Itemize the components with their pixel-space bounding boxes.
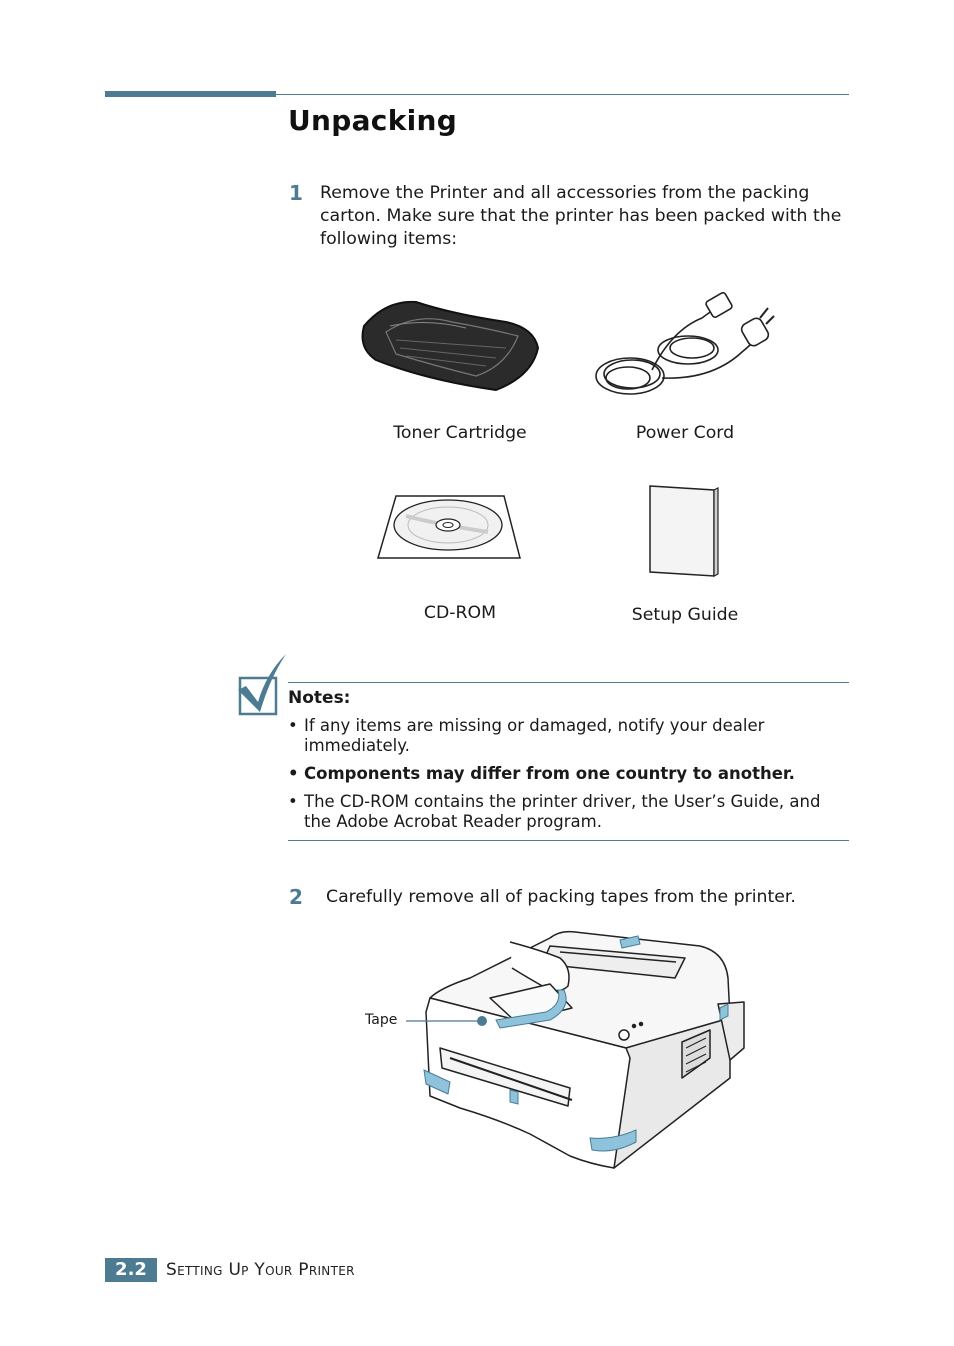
setup-guide-icon: [646, 484, 720, 580]
item-label-cd-rom: CD-ROM: [423, 603, 497, 623]
checkmark-icon: [236, 652, 288, 716]
note-text: The CD-ROM contains the printer driver, the User’s Guide, and the Adobe Acrobat Reader program.: [304, 792, 821, 831]
notes-title: Notes:: [288, 688, 351, 708]
note-item: • If any items are missing or damaged, notify your dealer immediately.: [288, 716, 848, 756]
item-label-toner-cartridge: Toner Cartridge: [393, 423, 527, 443]
toner-cartridge-icon: [356, 296, 542, 396]
step-1-number: 1: [289, 181, 303, 205]
footer-section-title: Setting Up Your Printer: [166, 1260, 355, 1280]
footer-page-number: 2.2: [105, 1258, 157, 1282]
cd-rom-icon: [376, 494, 522, 562]
note-text: Components may differ from one country to another.: [304, 764, 795, 783]
notes-rule-top: [288, 682, 849, 683]
step-1-text: Remove the Printer and all accessories from the packing carton. Make sure that the printer has been packed with the following items:: [320, 183, 842, 249]
note-item: • Components may differ from one country to another.: [288, 764, 848, 784]
header-rule-thick: [105, 91, 276, 97]
header-rule-thin: [276, 94, 849, 95]
note-item: • The CD-ROM contains the printer driver, the User’s Guide, and the Adobe Acrobat Reader program.: [288, 792, 848, 832]
notes-rule-bottom: [288, 840, 849, 841]
step-2-text: Carefully remove all of packing tapes from the printer.: [326, 887, 796, 907]
power-cord-icon: [592, 290, 776, 402]
item-label-setup-guide: Setup Guide: [631, 605, 739, 625]
note-text: If any items are missing or damaged, notify your dealer immediately.: [304, 716, 765, 755]
printer-icon: [400, 928, 750, 1174]
tape-callout-label: Tape: [365, 1012, 398, 1028]
item-label-power-cord: Power Cord: [635, 423, 735, 443]
step-2-number: 2: [289, 885, 303, 909]
page-title: Unpacking: [288, 104, 458, 137]
